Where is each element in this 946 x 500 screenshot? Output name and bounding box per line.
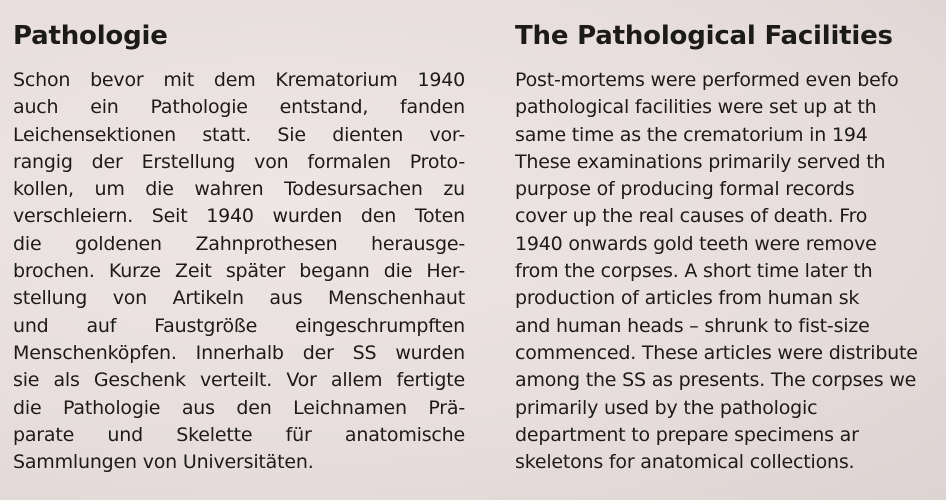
- english-heading: The Pathological Facilities: [515, 21, 893, 51]
- german-body-line: die goldenen Zahnprothesen herausge-: [13, 232, 465, 255]
- english-body-line: pathological facilities were set up at th: [515, 96, 877, 119]
- english-body-line: from the corpses. A short time later th: [515, 260, 873, 283]
- german-body-line: die Pathologie aus den Leichnamen Prä-: [13, 396, 465, 419]
- german-body-line: Sammlungen von Universitäten.: [13, 451, 314, 474]
- english-body-line: primarily used by the pathologic: [515, 396, 818, 419]
- english-body-line: commenced. These articles were distribute: [515, 341, 918, 364]
- english-body-line: Post-mortems were performed even befo: [515, 69, 899, 91]
- english-body-line: production of articles from human sk: [515, 287, 860, 310]
- english-body-line: same time as the crematorium in 194: [515, 123, 868, 146]
- english-body: [515, 67, 946, 476]
- english-body-line: 1940 onwards gold teeth were remove: [515, 232, 877, 255]
- german-body-line: und auf Faustgröße eingeschrumpften: [13, 314, 465, 337]
- english-body-line: among the SS as presents. The corpses we: [515, 369, 917, 392]
- german-body-line: stellung von Artikeln aus Menschenhaut: [13, 287, 465, 310]
- english-body-line: and human heads – shrunk to fist-size: [515, 314, 870, 337]
- german-body-line: Leichensektionen statt. Sie dienten vor-: [13, 123, 465, 146]
- english-body-line: cover up the real causes of death. Fro: [515, 205, 868, 228]
- english-text-panel: [515, 18, 946, 476]
- english-body-line: department to prepare specimens ar: [515, 423, 859, 446]
- german-body-line: brochen. Kurze Zeit später begann die Her-: [13, 260, 465, 283]
- german-body-line: Menschenköpfen. Innerhalb der SS wurden: [13, 341, 465, 364]
- english-body-line: skeletons for anatomical collections.: [515, 451, 855, 474]
- german-body: [13, 67, 465, 476]
- german-text-panel: [13, 18, 465, 476]
- english-body-line: purpose of producing formal records: [515, 178, 855, 201]
- german-body-line: verschleiern. Seit 1940 wurden den Toten: [13, 205, 465, 228]
- english-body-line: These examinations primarily served th: [515, 150, 886, 173]
- german-heading: Pathologie: [13, 21, 168, 51]
- german-body-line: rangig der Erstellung von formalen Proto-: [13, 150, 465, 173]
- german-body-line: parate und Skelette für anatomische: [13, 423, 465, 446]
- german-body-line: sie als Geschenk verteilt. Vor allem fertigte: [13, 369, 465, 392]
- german-body-line: auch ein Pathologie entstand, fanden: [13, 96, 465, 119]
- german-body-line: kollen, um die wahren Todesursachen zu: [13, 178, 465, 201]
- german-body-line: Schon bevor mit dem Krematorium 1940: [13, 69, 465, 91]
